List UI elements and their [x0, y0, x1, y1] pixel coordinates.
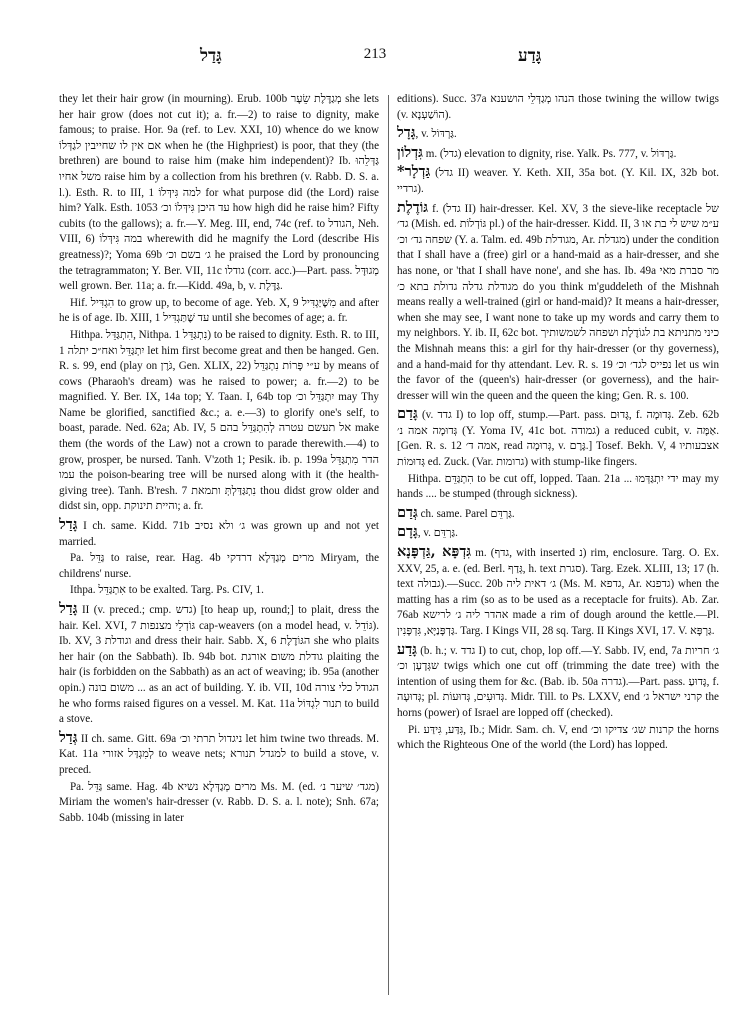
paragraph-text: Hif. הִגְדִּיל to grow up, to become of age. Yeb. X, 9 מִשֶּׁיַּגְדִּיל and after he is of age. Ib. XIII, 1 עד שֶׁתַּגְדִּיל until she becomes of age; a. fr. [59, 296, 379, 325]
paragraph-text: Pa. גַּדֵּל to raise, rear. Hag. 4b מרים מְגַדְּלָא דרדקי Miryam, the childrens' nurse. [59, 552, 379, 580]
dictionary-entry [59, 730, 379, 779]
dictionary-entry [397, 200, 719, 405]
entry-headword: גִּדְלוֹן [397, 143, 423, 161]
paragraph-text: Hithpa. הִתְגַּדֵּם to be cut off, lopped. Taan. 21a ... ידי יִתְגַּדְּמוּ may my hands .... be stumped (through sickness). [397, 472, 719, 501]
entry-paragraph [59, 328, 379, 515]
entry-headword: *גַּדְלָר [397, 163, 431, 181]
entry-headword: גָּדָם [397, 523, 418, 541]
entry-definition: II ch. same. Gitt. 69a ניגדול תרתי וכ׳ let him twine two threads. M. Kat. 11a לְמִגְדַּל אזורי to weave nets; למגדל תנורא to build a stove, v. preced. [59, 732, 379, 776]
entry-paragraph [59, 583, 379, 599]
entry-definition: (גדל II) weaver. Y. Keth. XII, 35a bot. (Y. Kil. IX, 32b bot. גרדיי). [397, 167, 719, 195]
paragraph-text: Hithpa. הִתְגַּדֵּל, Nithpa. נִתְגַּדֵּל 1) to be raised to dignity. Esth. R. to III, 1 יִתְגַּדֵּל ואח״כ יתלה let him first become great and then be hanged. Gen. R. s. 99, end (play on גֹּרֶן, Gen. XLIX, 22) ע״י פָּרוֹת נִתְגַּדֵּל by means of cows (Pharaoh's dream) was he raised to power; a. fr.—2) to be magnified. Y. Ber. IX, 14a top; Y. Taan. I, 64b top יִתְגַּדֵּל וכ׳ may Thy Name be glorified, sanctified &c.; a. e.—3) to glorify one's self, to boast, parade. Ned. 62a; Ab. IV, 5 אל תעשם עטרה לְהִתְגַּדֵּל בהם make them (the words of the Law) not a crown to parade therewith.—4) to grow, prosper, be nursed. Tanh. V'zoth 1; Pesik. ib. p. 199a הדר מִתְגַּדֵּל עמו the poison-bearing tree will be nursed along with it (the health-giving tree). Tanh. B'resh. 7 נִתְגַּדַּלְתְּ ותמאת thou didst grow older and didst sin, opp. והיית תינוקת; a. fr. [59, 328, 379, 513]
entry-headword: גָּדַל [59, 600, 78, 617]
entry-paragraph [59, 296, 379, 327]
entry-headword: גְּדַל [59, 728, 78, 746]
paragraph-text: editions). Succ. 37a הנהו מְגַדְּלֵי הושענא those twining the willow twigs (v. הוֹשַׁעְנָא). [397, 93, 719, 121]
entry-headword: גְּדַם [397, 503, 418, 521]
dictionary-entry [397, 125, 719, 143]
right-running-headword: גָּדַע [518, 46, 542, 66]
entry-definition: f. (גדל II) hair-dresser. Kel. XV, 3 the sieve-like receptacle של גד׳ (Mish. ed. גּוֹדְלוֹת pl.) of the hair-dresser. Kidd. II, 3 ע״מ שיש לי בת או שפחה גד׳ וכ׳ (Y. a. Talm. ed. 49b מגודלת, Ar. מגדלת) under the condition that I shall have a (free) girl or a hand-maid as a hair-dresser, and she has none, or 'that I shall have none', and she has. Ib. 49a מר סברת מאי מגודלת גדלה גדולת בתא כ׳ do you think m'guddeleth of the Mishnah means really a well-trained (girl or hand-maid)? It means a hair-dresser, when she may see, I want none to take up my words and carry them to my neighbors. Y. ib. II, 62c bot. כיני מתניתא בת לגוֹדֶלֶת ושפחה לשמשותיך the Mishnah means this: a girl for thy hair-dresser (or thy governess), and a hand-maid for thy attendant. Lev. R. s. 19 נפייס לגד׳ וכ׳ let us win the favor of the (queen's) hair-dresser (or governess), and the hair-dresser will win the queen and the queen the king; Gen. R. s. 100. [397, 202, 719, 402]
dictionary-entry [397, 406, 719, 470]
right-column [397, 92, 719, 1002]
entry-definition: I ch. same. Kidd. 71b ג׳ ולא נסיב was grown up and not yet married. [59, 520, 379, 548]
entry-paragraph [59, 92, 379, 295]
entry-definition: ch. same. Parel גַּרְדֵּם. [417, 507, 515, 520]
entry-definition: , v. גַּרְדּוֹל. [415, 128, 457, 141]
dictionary-entry [397, 164, 719, 197]
entry-definition: m. (גדף, with inserted נ) rim, enclosure. Targ. O. Ex. XXV, 25, a. e. (ed. Berl. גְּדַף, h. text סגרת). Targ. Ezek. XLIII, 13; 17 (h. text גבולה).—Succ. 20b ג׳ דאית ליה (Ms. M. גדפא, Ar. גדפנא) when the matting has a rim (so as to be used as a receptacle for fruits). Ab. Zar. 76ab אהדר ליה ג׳ לרישא made a rim of dough around the kettle.—Pl. גַּדְפָּנַיָּא, גִּדְפָּנִין. Targ. I Kings VII, 28 sq. Targ. II Kings XVI, 17. V. גַּרְפָּא. [397, 547, 719, 637]
dictionary-entry [59, 601, 379, 728]
page-number: 213 [363, 46, 387, 62]
dictionary-entry [397, 505, 719, 523]
left-running-headword: גָּדַל [200, 46, 222, 66]
dictionary-entry [397, 145, 719, 163]
entry-definition: II (v. preced.; cmp. גדש) [to heap up, round;] to plait, dress the hair. Kel. XVI, 7 גּוֹדְלֵי מצנפות cap-weavers (on a model head, v. גּוֹדֵל). Ib. XV, 3 וגודלת and dress their hair. Sabb. X, 6 הגּוֹדֶלֶת she who plaits her hair (on the Sabbath). Ib. 94b bot. גודלת משום אורגת plaiting the hair (is forbidden on the Sabbath) as an act of weaving; ib. 95a (another opin.) משום בונה ... as an act of building. Y. ib. VII, 10d הגודל כלי צורה he who forms raised figures on a vessel. M. Kat. 11a תנור לִגְדּוֹל to build a stove. [59, 604, 379, 726]
entry-paragraph [397, 92, 719, 123]
dictionary-entry [397, 524, 719, 542]
dictionary-entry [397, 544, 719, 640]
paragraph-text: Ithpa. אִתְגַּדֵּל to be exalted. Targ. Ps. CIV, 1. [70, 584, 264, 597]
entry-definition: (v. גדד I) to lop off, stump.—Part. pass. גָּדוּם, f. גְּדוּמָה. Zeb. 62b גְּדוּמָה אמה נ׳ (Y. Yoma IV, 41c bot. גמודה) a reduced cubit, v. אַמָּה. [Gen. R. s. 12 אמה ד׳, read גְּרוּמָה, v. גֶּרֶם.] Tosef. Bekh. V, 4 אצבעותיו גְּדוּמוֹת ed. Zuck. (Var. גרומות) with stump-like fingers. [397, 409, 719, 469]
entry-headword: גָּדַם [397, 405, 418, 423]
entry-definition: , v. גַּרְדֵּם. [417, 527, 458, 540]
entry-definition: m. (גדל) elevation to dignity, rise. Yalk. Ps. 777, v. גַּרְדּוֹל. [422, 147, 677, 160]
paragraph-text: Pi. גִּדַּע, גִּידַּע, Ib.; Midr. Sam. ch. V, end קרנות שג׳ צדיקו וכ׳ the horns which the Righteous One of the world (the Lord) has lopped. [397, 723, 719, 752]
dictionary-entry [397, 642, 719, 722]
entry-paragraph [59, 780, 379, 827]
page-header [0, 40, 750, 70]
entry-headword: גִּדְפָּא ,גַּדְפָּנָא [397, 543, 472, 561]
paragraph-text: Pa. גַּדֵּל same. Hag. 4b מרים מְגַדְּלָא נשיא Ms. M. (ed. מגד׳ שיער נ׳) Miriam the women's hair-dresser (v. Rabb. D. S. a. l. note); Snh. 67a; Sabb. 104b (missing in later [59, 780, 379, 824]
entry-headword: גָּדָל [397, 124, 416, 142]
dictionary-entry [59, 517, 379, 550]
paragraph-text: they let their hair grow (in mourning). Erub. 100b מְגַדֶּלֶת שֵׂעָר she lets her hair grow (does not cut it); a. fr.—2) to raise to dignity, make famous; to praise. Hor. 9a (ref. to Lev. XXI, 10) whence do we know אם אין לו שחייבין לגַדְּלוֹ when he (the Highpriest) is poor, that they (the brethren) are bound to raise him (make him independent)? Ib. גַּדְּלֵהוּ משל אחיו raise him by a collection from his brethren (v. Rabb. D. S. a. l.). Esth. R. to III, 1 למה גִּידְּלוֹ for what purpose did (the Lord) raise him? Yalk. Esth. 1053 עד היכן גִּידְּלוֹ וכ׳ how high did he raise him? Fifty cubits (to the gallows); a. fr.—Y. Meg. III, end, 74c (ref. to הגודל, Neh. VIII, 6) במה גִּידְּלוֹ wherewith did he magnify the Lord (describe His greatness)?; Yoma 69b ג׳ בשם וכ׳ he praised the Lord by pronouncing the tetragrammaton; Y. Ber. VII, 11c גודלו (corr. acc.)—Part. pass. מְגוּדָּל well grown. Ber. 11a; a. fr.—Kidd. 49a, b, v. גַּדֶּלֶת. [59, 93, 379, 293]
left-column [59, 92, 379, 1002]
entry-headword: גָּדַע [397, 640, 417, 658]
entry-headword: גָּדַל [59, 516, 78, 534]
entry-paragraph [59, 551, 379, 582]
entry-paragraph [397, 723, 719, 754]
entry-definition: (b. h.; v. גדד I) to cut, chop, lop off.—Y. Sabb. IV, end, 7a ג׳ חריות שגְּדָעָן וכ׳ twigs which one cut off (trimming the date tree) with the intention of using them for &c. (Bab. ib. 50a גדרה).—Part. pass. גָּדוּעַ, f. גְּדוּעָה; pl. גְּדוּעִים, גְּדוּעוֹת. Midr. Till. to Ps. LXXV, end קרני ישראל ג׳ the horns (power) of Israel are lopped off (checked). [397, 644, 719, 719]
entry-paragraph [397, 472, 719, 503]
entry-headword: גּוֹדֶלֶת [397, 198, 429, 216]
column-divider [388, 95, 389, 995]
